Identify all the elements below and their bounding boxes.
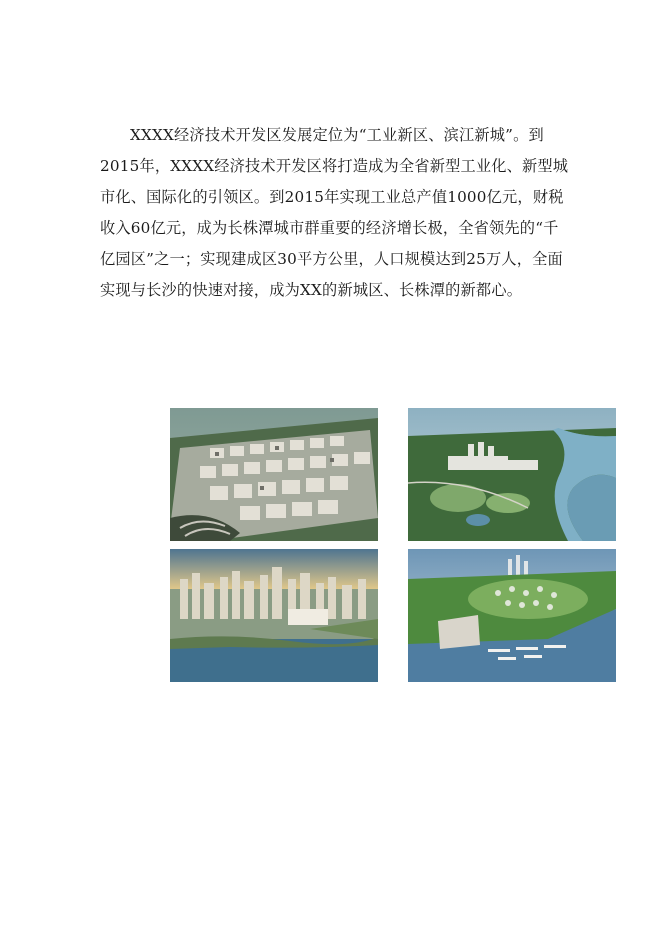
aerial-rendering-waterfront-park-image bbox=[408, 549, 616, 682]
aerial-rendering-skyline-river-image bbox=[170, 549, 378, 682]
aerial-rendering-urban-grid-image bbox=[170, 408, 378, 541]
body-paragraph: XXXX经济技术开发区发展定位为“工业新区、滨江新城”。到2015年，XXXX经济技术开发区将打造成为全省新型工业化、新型城市化、国际化的引领区。到2015年实现工业总产值1000亿元，财税收入60亿元，成为长株潭城市群重要的经济增长极，全省领先的“千亿园区”之一；实现建成区30平方公里，人口规模达到25万人，全面实现与长沙的快速对接，成为XX的新城区、长株潭的新都心。 bbox=[100, 126, 569, 299]
rendering-image-grid bbox=[170, 408, 617, 683]
aerial-rendering-riverside-green-image bbox=[408, 408, 616, 541]
